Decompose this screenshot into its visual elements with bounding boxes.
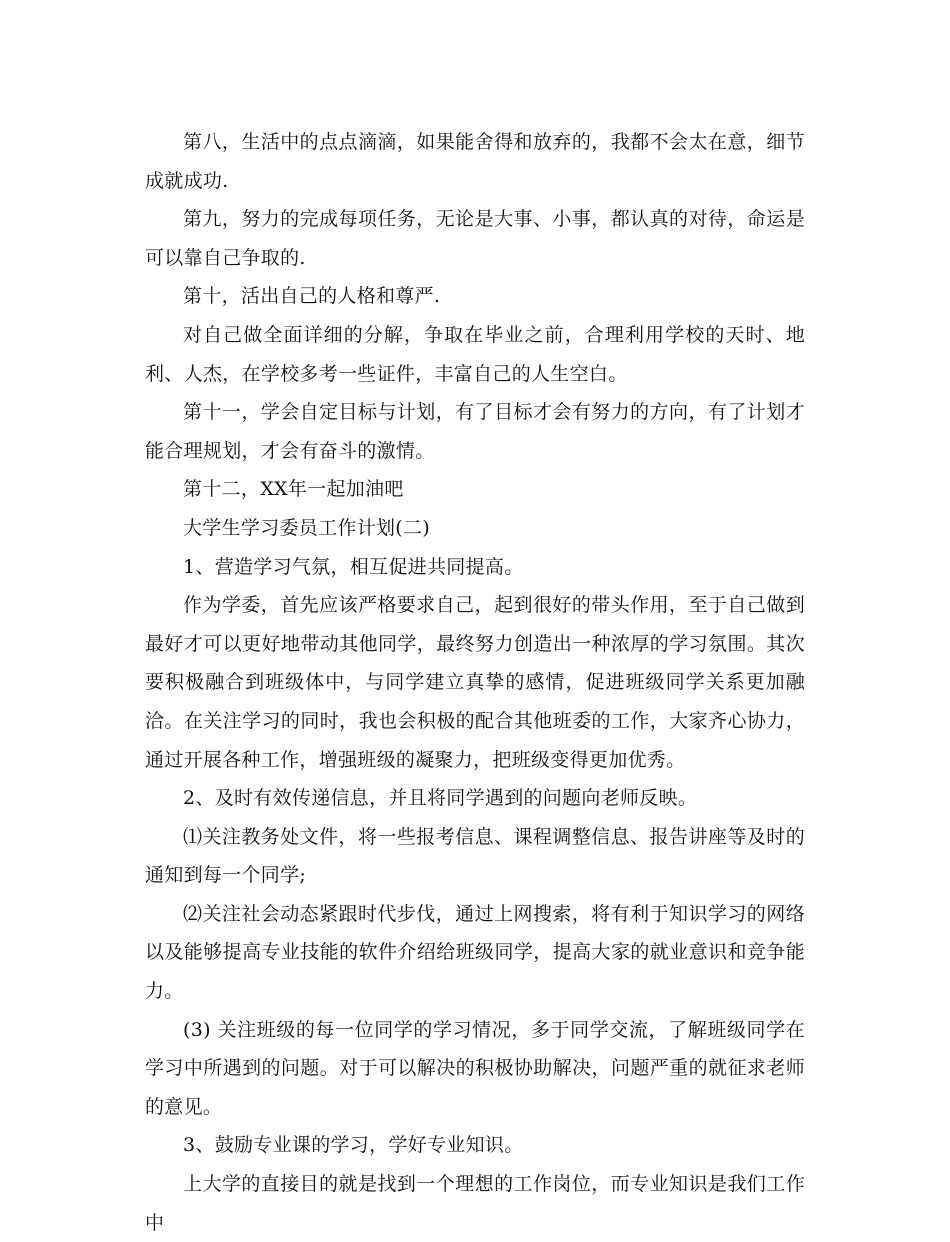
paragraph-item-8: 第八，生活中的点点滴滴，如果能舍得和放弃的，我都不会太在意，细节成就成功.	[145, 131, 805, 192]
section-point-3: 3、鼓励专业课的学习，学好专业知识。	[183, 1134, 524, 1157]
paragraph-item-9: 第九，努力的完成每项任务，无论是大事、小事，都认真的对待，命运是可以靠自己争取的.	[145, 208, 805, 269]
section-point-2: 2、及时有效传递信息，并且将同学遇到的问题向老师反映。	[183, 787, 698, 810]
paragraph-self-analysis: 对自己做全面详细的分解，争取在毕业之前，合理利用学校的天时、地利、人杰，在学校多考一些证件，丰富自己的人生空白。	[145, 323, 805, 385]
section-heading: 大学生学习委员工作计划(二)	[183, 516, 431, 539]
paragraph-item-11: 第十一，学会自定目标与计划，有了目标才会有努力的方向，有了计划才能合理规划，才会有奋斗的激情。	[145, 401, 805, 462]
section-point-3-body: 上大学的直接目的就是找到一个理想的工作岗位，而专业知识是我们工作中	[145, 1173, 805, 1234]
document-body	[145, 123, 805, 1242]
section-point-1-body: 作为学委，首先应该严格要求自己，起到很好的带头作用，至于自己做到最好才可以更好地带动其他同学，最终努力创造出一种浓厚的学习氛围。其次要积极融合到班级体中，与同学建立真挚的感情，促进班级同学关系更加融洽。在关注学习的同时，我也会积极的配合其他班委的工作，大家齐心协力，通过开展各种工作，增强班级的凝聚力，把班级变得更加优秀。	[145, 594, 805, 771]
section-point-1: 1、营造学习气氛，相互促进共同提高。	[183, 555, 524, 578]
paragraph-item-12: 第十二，XX年一起加油吧	[183, 478, 404, 501]
sub-point-1: ⑴关注教务处文件，将一些报考信息、课程调整信息、报告讲座等及时的通知到每一个同学;	[145, 825, 805, 887]
paragraph-item-10: 第十，活出自己的人格和尊严.	[183, 285, 441, 308]
sub-point-3: (3) 关注班级的每一位同学的学习情况，多于同学交流，了解班级同学在学习中所遇到的问题。对于可以解决的积极协助解决，问题严重的就征求老师的意见。	[145, 1018, 805, 1118]
sub-point-2: ⑵关注社会动态紧跟时代步伐，通过上网搜索，将有利于知识学习的网络以及能够提高专业技能的软件介绍给班级同学，提高大家的就业意识和竞争能力。	[145, 902, 805, 1003]
